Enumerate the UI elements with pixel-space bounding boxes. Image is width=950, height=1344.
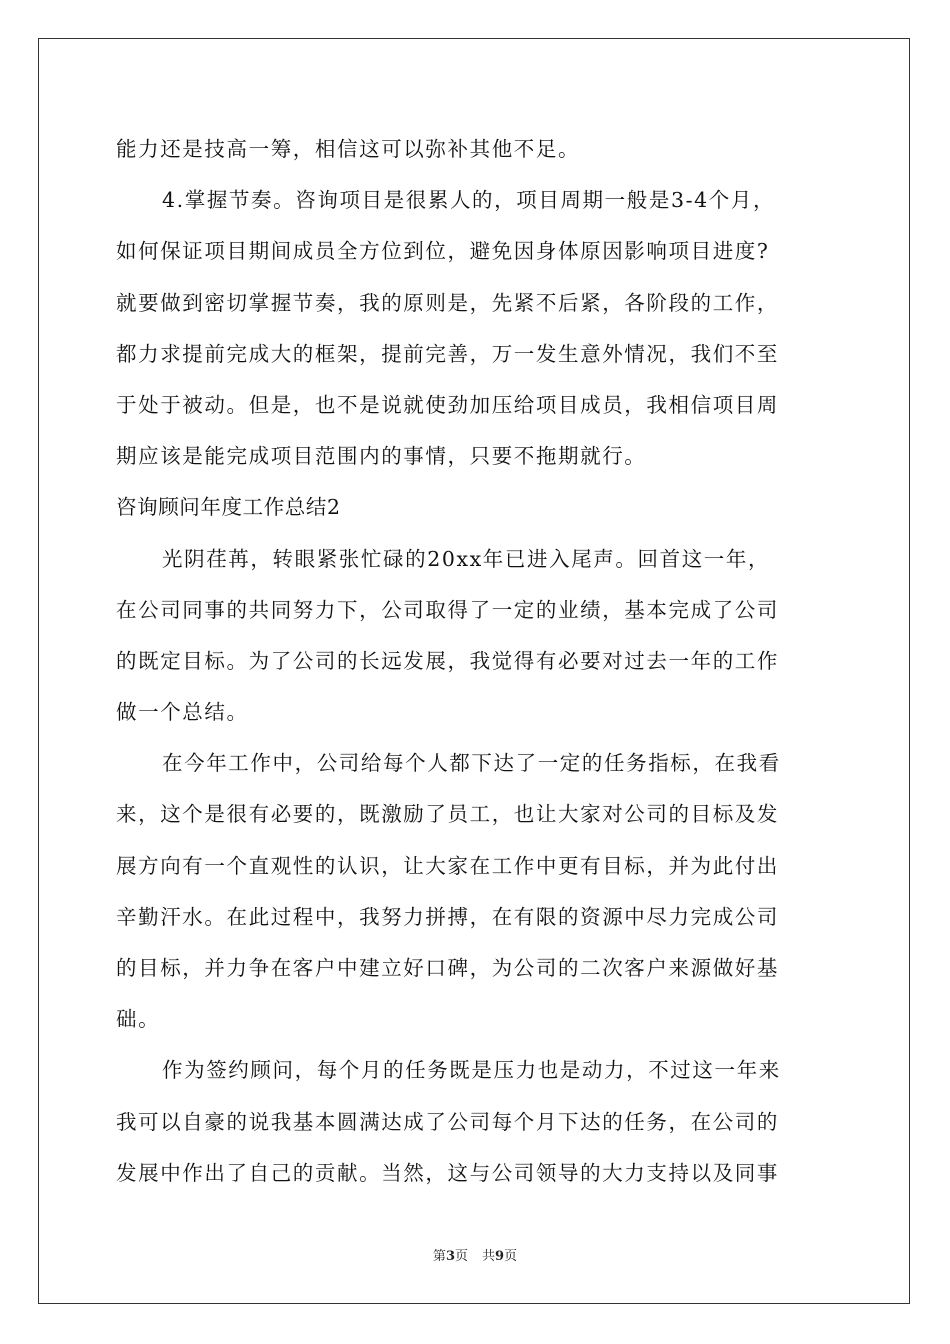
text-line: 于处于被动。但是，也不是说就使劲加压给项目成员，我相信项目周 xyxy=(116,392,779,417)
text-line: 都力求提前完成大的框架，提前完善，万一发生意外情况，我们不至 xyxy=(116,341,779,366)
total-prefix: 共 xyxy=(482,1249,496,1264)
text-line: 展方向有一个直观性的认识，让大家在工作中更有目标，并为此付出 xyxy=(116,853,779,878)
document-body xyxy=(116,124,838,1199)
text-line: 如何保证项目期间成员全方位到位，避免因身体原因影响项目进度? xyxy=(116,239,770,264)
text-line: 我可以自豪的说我基本圆满达成了公司每个月下达的任务，在公司的 xyxy=(116,1109,779,1134)
text-line: 的既定目标。为了公司的长远发展，我觉得有必要对过去一年的工作 xyxy=(116,648,779,673)
text-line: 的目标，并力争在客户中建立好口碑，为公司的二次客户来源做好基 xyxy=(116,956,779,980)
text-line: 能力还是技高一筹，相信这可以弥补其他不足。 xyxy=(116,137,581,161)
text-line: 光阴荏苒，转眼紧张忙碌的20xx年已进入尾声。回首这一年， xyxy=(162,546,771,571)
page-prefix: 第 xyxy=(432,1249,446,1264)
page-total: 9 xyxy=(495,1249,505,1264)
total-unit: 页 xyxy=(504,1249,518,1264)
text-line: 期应该是能完成项目范围内的事情，只要不拖期就行。 xyxy=(116,444,647,469)
text-line: 作为签约顾问，每个月的任务既是压力也是动力，不过这一年来 xyxy=(162,1058,781,1083)
text-line: 在公司同事的共同努力下，公司取得了一定的业绩，基本完成了公司 xyxy=(116,597,779,622)
section-heading: 咨询顾问年度工作总结2 xyxy=(116,495,341,520)
text-line: 在今年工作中，公司给每个人都下达了一定的任务指标，在我看 xyxy=(162,751,781,776)
page-unit: 页 xyxy=(454,1249,468,1264)
text-line: 来，这个是很有必要的，既激励了员工，也让大家对公司的目标及发 xyxy=(116,802,779,827)
page-footer xyxy=(0,1245,950,1264)
text-line: 做一个总结。 xyxy=(116,700,249,725)
text-line: 4.掌握节奏。咨询项目是很累人的，项目周期一般是3-4个月， xyxy=(162,188,776,213)
text-line: 础。 xyxy=(116,1007,161,1032)
text-line: 就要做到密切掌握节奏，我的原则是，先紧不后紧，各阶段的工作， xyxy=(116,290,779,315)
page-current: 3 xyxy=(445,1249,455,1264)
text-line: 发展中作出了自己的贡献。当然，这与公司领导的大力支持以及同事 xyxy=(116,1160,779,1185)
text-line: 辛勤汗水。在此过程中，我努力拼搏，在有限的资源中尽力完成公司 xyxy=(116,904,779,929)
